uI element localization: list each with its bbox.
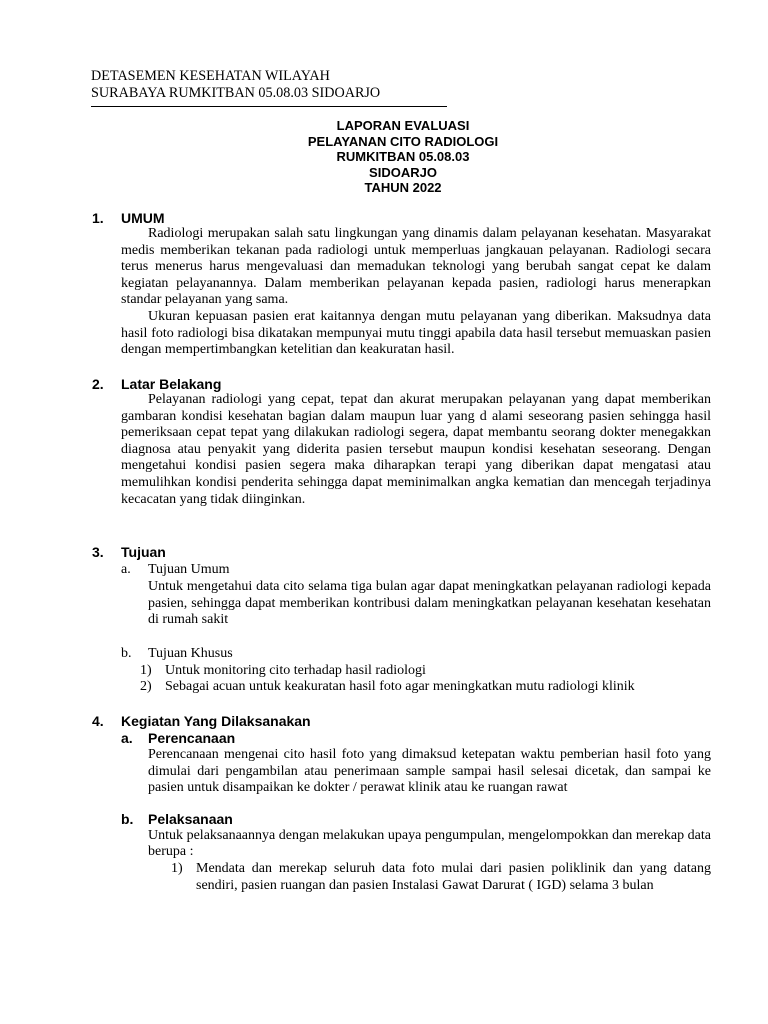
section-heading (91, 544, 711, 560)
section-title: UMUM (121, 210, 165, 226)
section-number: 3. (92, 544, 104, 560)
section-heading (91, 713, 711, 729)
institution-header (91, 68, 451, 102)
subsection-title: Pelaksanaan (148, 810, 233, 827)
paragraph: Pelayanan radiologi yang cepat, tepat dan akurat merupakan pelayanan yang dapat memberikan gambaran kondisi kesehatan bagian dalam maupun luar yang d alami seseorang pasien sehingga hasil pemeriksaan cepat tepat yang dilakukan radiologi segera, dapat membantu seorang dokter menegakkan diagnosa atau penyakit yang diderita pasien tersebut maupun kondisi kesehatan seseorang. Dengan mengetahui kondisi pasien segera maka diharapkan terapi yang diberikan dapat mengatasi atau memulihkan kondisi penderita sehingga dapat meminimalkan angka kematian dan mencegah terjadinya kecacatan yang tidak diinginkan. (121, 392, 711, 507)
header-line-2: SURABAYA RUMKITBAN 05.08.03 SIDOARJO (91, 85, 381, 101)
list-item (140, 663, 711, 680)
list-number: 2) (140, 679, 152, 695)
paragraph: Radiologi merupakan salah satu lingkungan yang dinamis dalam pelayanan kesehatan. Masyarakat medis memberikan tekanan pada radiologi untuk memperluas jangkauan pelayanan. Radiologi secara terus menerus harus mengevaluasi dan memadukan teknologi yang berubah sangat cepat ke dalam kegiatan pelayanannya. Dalam memberikan pelayanan kepada pasien, radiologi harus menerapkan standar pelayanan yang sama. (121, 226, 711, 308)
list-text: Mendata dan merekap seluruh data foto mulai dari pasien poliklinik dan yang datang sendiri, pasien ruangan dan pasien Instalasi Gawat Darurat ( IGD) selama 3 bulan (196, 860, 711, 893)
header-line-1: DETASEMEN KESEHATAN WILAYAH (91, 68, 330, 84)
section-umum (91, 210, 711, 359)
section-title: Latar Belakang (121, 376, 222, 392)
subsection-tujuan-khusus (91, 646, 711, 663)
section-number: 4. (92, 713, 104, 729)
section-heading (91, 210, 711, 226)
paragraph: Perencanaan mengenai cito hasil foto yang dimaksud ketepatan waktu pemberian hasil foto yang dimulai dari pengambilan atau penerimaan sample sampai hasil selesai dicetak, dan sampai ke pasien untuk disampaikan ke dokter / perawat klinik atau ke ruangan rawat (148, 747, 711, 796)
section-latar-belakang (91, 376, 711, 508)
list-number: 1) (171, 860, 183, 876)
paragraph: Untuk pelaksanaannya dengan melakukan upaya pengumpulan, mengelompokkan dan merekap data berupa : (148, 827, 711, 860)
report-title (200, 118, 606, 196)
subsection-marker: b. (121, 645, 132, 661)
subsection-title: Tujuan Umum (148, 562, 230, 577)
title-line-5: TAHUN 2022 (364, 180, 442, 195)
title-line-3: RUMKITBAN 05.08.03 (336, 149, 470, 164)
list-text: Untuk monitoring cito terhadap hasil radiologi (165, 662, 426, 678)
subsection-marker: a. (121, 562, 131, 577)
subsection-tujuan-umum (91, 562, 711, 579)
list-item (140, 679, 711, 696)
paragraph: Untuk mengetahui data cito selama tiga bulan agar dapat meningkatkan pelayanan radiologi kepada pasien, sehingga dapat memberikan kontribusi dalam meningkatkan pelayanan kesehatan kesehatan di rumah sakit (148, 579, 711, 628)
list-item (171, 861, 711, 894)
list-text: Sebagai acuan untuk keakuratan hasil foto agar meningkatkan mutu radiologi klinik (165, 679, 635, 695)
title-line-1: LAPORAN EVALUASI (336, 118, 470, 133)
section-heading (91, 376, 711, 392)
subsection-marker: a. (121, 730, 133, 746)
section-title: Tujuan (121, 544, 166, 560)
subsection-title: Tujuan Khusus (148, 645, 233, 661)
section-title: Kegiatan Yang Dilaksanakan (121, 713, 311, 729)
subsection-pelaksanaan (91, 811, 711, 828)
section-number: 1. (92, 210, 104, 226)
subsection-perencanaan (91, 730, 711, 747)
section-kegiatan (91, 713, 711, 894)
title-line-4: SIDOARJO (369, 164, 437, 180)
section-number: 2. (92, 376, 104, 392)
paragraph: Ukuran kepuasan pasien erat kaitannya dengan mutu pelayanan yang diberikan. Maksudnya data hasil foto radiologi bisa dikatakan mempunyai mutu tinggi apabila data hasil tersebut memuaskan pasien dengan mempertimbangkan ketelitian dan keakuratan hasil. (121, 308, 711, 358)
subsection-title: Perencanaan (148, 730, 236, 746)
subsection-marker: b. (121, 810, 134, 827)
title-line-2: PELAYANAN CITO RADIOLOGI (307, 133, 499, 149)
section-tujuan (91, 544, 711, 696)
header-divider (91, 106, 447, 107)
list-number: 1) (140, 662, 152, 678)
